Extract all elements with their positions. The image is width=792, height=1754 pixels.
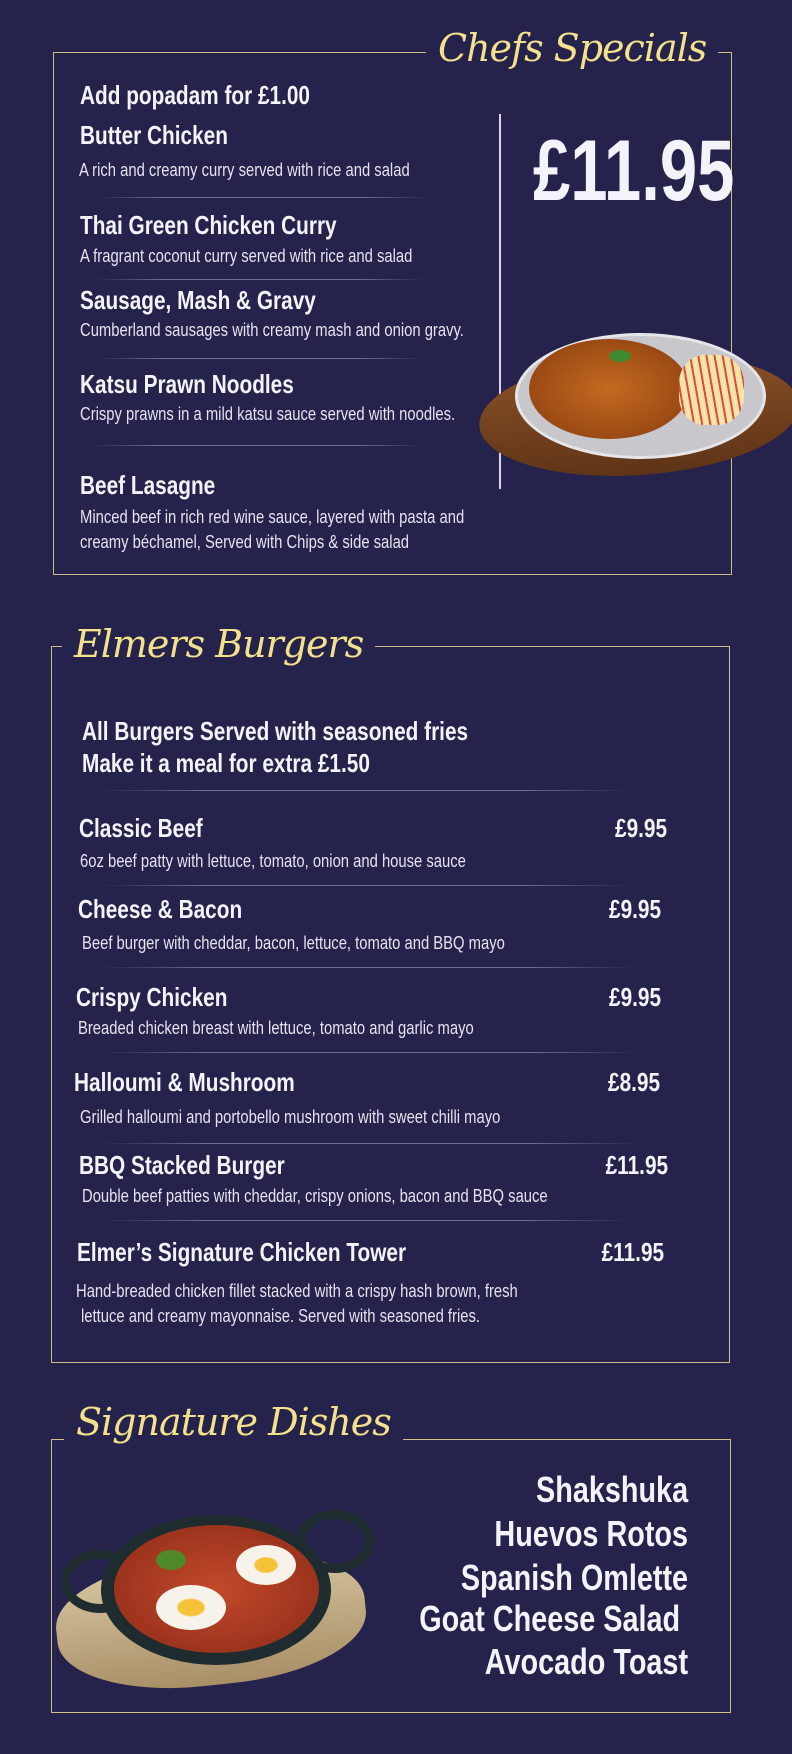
divider [90,445,425,446]
item-desc: Cumberland sausages with creamy mash and onion gravy. [80,319,464,340]
burger-name: Elmer’s Signature Chicken Tower [77,1237,407,1267]
burger-price: £11.95 [601,1237,664,1267]
burger-price: £8.95 [607,1067,660,1097]
popadam-note: Add popadam for £1.00 [80,80,310,110]
burger-desc-line2: lettuce and creamy mayonnaise. Served with seasoned fries. [81,1305,480,1326]
burger-desc: Beef burger with cheddar, bacon, lettuce, tomato and BBQ mayo [82,932,505,953]
signature-dish: Avocado Toast [484,1641,688,1682]
burger-desc: Double beef patties with cheddar, crispy onions, bacon and BBQ sauce [82,1185,548,1206]
curry-dish-image [479,325,792,477]
item-name: Thai Green Chicken Curry [80,210,337,240]
burgers-intro-line2: Make it a meal for extra £1.50 [82,748,370,778]
divider [100,1220,630,1221]
divider [100,1052,640,1053]
signature-dish: Huevos Rotos [494,1513,688,1554]
signature-dish: Spanish Omlette [460,1557,688,1598]
burger-price: £9.95 [614,813,667,843]
divider [95,279,425,280]
chefs-specials-price: £11.95 [533,123,735,219]
signature-dish: Shakshuka [535,1469,688,1510]
item-desc: A fragrant coconut curry served with rice and salad [80,245,413,266]
burger-name: BBQ Stacked Burger [79,1150,285,1180]
burger-name: Cheese & Bacon [78,894,243,924]
divider [95,197,430,198]
item-name: Beef Lasagne [80,470,216,500]
divider [100,967,635,968]
burger-desc: Grilled halloumi and portobello mushroom with sweet chilli mayo [80,1106,501,1127]
item-desc: A rich and creamy curry served with rice and salad [79,159,410,180]
item-desc: Crispy prawns in a mild katsu sauce served with noodles. [80,403,456,424]
divider [100,1143,640,1144]
divider [100,885,630,886]
burger-name: Crispy Chicken [76,982,228,1012]
divider [95,358,425,359]
burger-desc: Hand-breaded chicken fillet stacked with a crispy hash brown, fresh [76,1280,518,1301]
burgers-title: Elmers Burgers [62,622,375,666]
signature-title: Signature Dishes [64,1400,403,1444]
divider [100,790,630,791]
chefs-specials-title: Chefs Specials [426,26,718,70]
item-desc-line2: creamy béchamel, Served with Chips & side salad [80,531,410,552]
burger-price: £11.95 [605,1150,668,1180]
burger-desc: Breaded chicken breast with lettuce, tomato and garlic mayo [78,1017,474,1038]
signature-dish: Goat Cheese Salad [419,1598,680,1639]
item-name: Butter Chicken [80,120,228,150]
burger-name: Halloumi & Mushroom [74,1067,295,1097]
item-desc: Minced beef in rich red wine sauce, layered with pasta and [80,506,465,527]
item-name: Sausage, Mash & Gravy [80,285,316,315]
burger-name: Classic Beef [79,813,203,843]
burger-price: £9.95 [608,982,661,1012]
burger-desc: 6oz beef patty with lettuce, tomato, onion and house sauce [80,850,466,871]
burger-price: £9.95 [608,894,661,924]
item-name: Katsu Prawn Noodles [80,369,294,399]
burgers-intro-line1: All Burgers Served with seasoned fries [82,716,469,746]
shakshuka-pan-image [56,1505,364,1690]
